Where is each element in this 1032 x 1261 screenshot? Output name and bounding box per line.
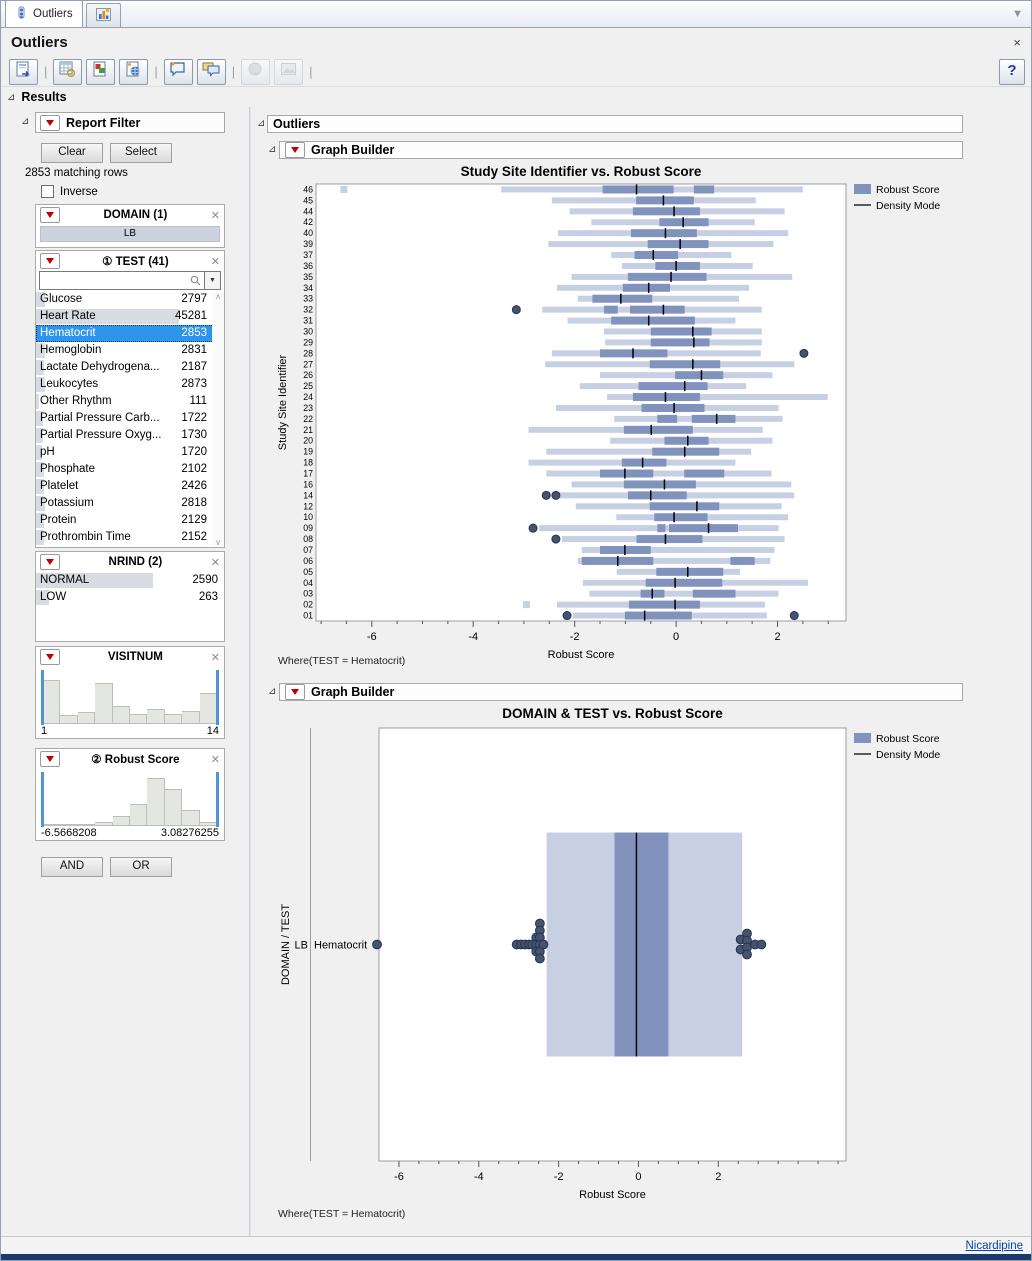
svg-text:Robust Score: Robust Score [876,184,940,196]
svg-text:29: 29 [303,337,313,348]
svg-text:-6: -6 [394,1171,404,1183]
filter-item-label: Partial Pressure Carb... [40,412,160,424]
disclosure-icon[interactable]: ⊿ [268,144,277,155]
web-filter-disabled-icon [247,61,264,83]
graph-builder-header-1 [279,141,963,159]
svg-text:Robust Score: Robust Score [579,1189,646,1201]
test-list-item[interactable] [36,495,224,512]
filter-item-count: 1720 [181,446,207,458]
bar-chart-icon [96,7,111,24]
copy-note-icon [202,61,220,82]
svg-text:35: 35 [303,271,313,282]
svg-text:36: 36 [303,260,313,271]
export-report-button[interactable] [9,59,38,85]
test-list-item[interactable] [36,512,224,529]
histogram-bar[interactable] [95,822,112,826]
svg-text:14: 14 [303,490,313,501]
svg-text:0: 0 [673,631,680,643]
svg-text:42: 42 [303,217,313,228]
svg-text:Hematocrit: Hematocrit [314,939,368,952]
and-button[interactable]: AND [41,857,103,877]
or-button[interactable]: OR [110,857,172,877]
histogram-bar[interactable] [165,789,182,827]
range-slider-right[interactable] [216,772,219,827]
robust-min-label: -6.5668208 [41,827,97,839]
report-filter-title: Report Filter [66,115,141,130]
svg-text:2: 2 [774,631,781,643]
close-icon[interactable]: ✕ [210,556,220,569]
svg-text:37: 37 [303,250,313,261]
filter-item-label: Leukocytes [40,378,99,390]
disclosure-icon[interactable]: ⊿ [268,686,277,697]
svg-text:12: 12 [303,501,313,512]
svg-text:DOMAIN & TEST vs. Robust Score: DOMAIN & TEST vs. Robust Score [502,706,723,721]
tab-outliers-label: Outliers [33,8,73,20]
test-list-item[interactable] [36,308,224,325]
svg-text:Density Mode: Density Mode [876,200,941,212]
histogram-bar[interactable] [130,804,147,827]
red-menu-button[interactable] [40,649,60,665]
svg-text:05: 05 [303,566,313,577]
test-list-item[interactable] [36,342,224,359]
filter-item-count: 2818 [181,497,207,509]
svg-text:Study Site Identifier vs. Robu: Study Site Identifier vs. Robust Score [460,164,702,179]
filter-item-label: Platelet [40,480,79,492]
scroll-up-icon[interactable]: ∧ [215,292,221,301]
filter-item-count: 45281 [175,310,207,322]
svg-text:-4: -4 [468,631,479,643]
nicardipine-link[interactable]: Nicardipine [965,1239,1023,1252]
svg-text:Study Site Identifier: Study Site Identifier [277,354,289,451]
graph-builder-label: Graph Builder [311,685,395,699]
disclosure-icon[interactable]: ⊿ [7,91,16,103]
histogram-bar[interactable] [113,706,130,724]
svg-text:10: 10 [303,512,313,523]
test-search-input[interactable] [39,271,205,290]
histogram-bar[interactable] [165,714,182,724]
svg-text:28: 28 [303,348,313,359]
test-list-item[interactable] [36,325,224,342]
data-table-search-button[interactable] [53,59,82,85]
new-note-icon [169,61,187,82]
main-area [1,107,1031,1237]
svg-text:-4: -4 [473,1171,484,1183]
histogram-bar[interactable] [43,824,60,826]
test-list-item[interactable] [36,444,224,461]
nrind-card-title: NRIND (2) [108,556,163,568]
web-filter-disabled-button [241,59,270,85]
test-list-item[interactable] [36,410,224,427]
toolbar-separator: | [309,64,313,79]
filter-item-count: 2187 [181,361,207,373]
visitnum-max-label: 14 [206,725,219,737]
copy-note-button[interactable] [197,59,226,85]
svg-text:LB: LB [294,939,308,952]
results-header [1,87,1031,107]
filter-item-label: Partial Pressure Oxyg... [40,429,162,441]
status-bar [1,1236,1031,1254]
toolbar [1,57,1031,87]
outliers-section-label: Outliers [273,117,321,131]
red-menu-button[interactable] [285,142,305,158]
svg-text:02: 02 [303,599,313,610]
svg-text:33: 33 [303,293,313,304]
close-icon[interactable]: ✕ [210,753,220,766]
filter-card-robust-score [35,748,225,841]
nrind-list-item[interactable] [36,572,224,589]
filter-item-label: Other Rhythm [40,395,112,407]
report-chart-button[interactable] [86,59,115,85]
filter-item-count: 2853 [181,327,207,339]
test-card-title: ① TEST (41) [102,256,169,268]
svg-text:06: 06 [303,555,313,566]
domain-test-vs-robust-score-chart[interactable] [256,703,1016,1206]
domain-card-title: DOMAIN (1) [103,209,168,221]
svg-text:31: 31 [303,315,313,326]
filter-item-count: 2152 [181,531,207,543]
disclosure-icon[interactable]: ⊿ [257,118,266,129]
select-button[interactable]: Select [110,143,172,163]
close-icon[interactable]: ✕ [210,209,220,222]
test-list [36,291,224,546]
svg-text:26: 26 [303,370,313,381]
report-chart-icon [92,61,109,83]
image-disabled-icon [280,61,297,83]
robust-max-label: 3.08276255 [160,827,219,839]
filter-item-count: 1722 [181,412,207,424]
filter-item-count: 2129 [181,514,207,526]
histogram-bar[interactable] [200,822,217,826]
svg-text:17: 17 [303,468,313,479]
search-dropdown-button[interactable]: ▼ [205,271,221,290]
svg-text:46: 46 [303,184,313,195]
svg-text:23: 23 [303,402,313,413]
where-clause-1: Where(TEST = Hematocrit) [278,655,406,667]
red-menu-button[interactable] [40,253,60,269]
search-icon [190,275,201,286]
tab-bar [1,1,1031,28]
test-list-item[interactable] [36,529,224,546]
filter-item-count: 2873 [181,378,207,390]
count-proportion-bar [36,394,39,409]
graph-builder-header-2 [279,683,963,701]
svg-text:19: 19 [303,446,313,457]
results-content [252,107,1031,1237]
svg-text:DOMAIN / TEST: DOMAIN / TEST [280,903,292,986]
svg-text:27: 27 [303,359,313,370]
histogram-bar[interactable] [182,810,199,826]
toolbar-separator: | [44,64,48,79]
histogram-bar[interactable] [43,680,60,724]
new-note-button[interactable] [164,59,193,85]
svg-text:09: 09 [303,523,313,534]
test-list-item[interactable] [36,359,224,376]
test-list-item[interactable] [36,461,224,478]
domain-value-lb[interactable]: LB [40,226,220,242]
where-clause-2: Where(TEST = Hematocrit) [278,1208,406,1220]
test-list-item[interactable] [36,427,224,444]
close-icon[interactable]: × [1013,34,1021,50]
svg-text:39: 39 [303,239,313,250]
red-menu-button[interactable] [285,684,305,700]
test-list-item[interactable] [36,291,224,308]
study-site-vs-robust-score-chart[interactable] [256,161,1016,666]
panel-title-bar [1,28,1031,56]
svg-text:32: 32 [303,304,313,315]
filter-item-count: 263 [198,591,218,603]
publish-globe-icon [125,61,142,83]
histogram-bar[interactable] [60,824,77,826]
filter-item-label: Protein [40,514,77,526]
histogram-bar[interactable] [147,778,164,827]
histogram-bar[interactable] [78,712,95,724]
toolbar-separator: | [154,64,158,79]
range-slider-right[interactable] [216,670,219,725]
svg-text:2: 2 [715,1171,722,1183]
filter-item-count: 2426 [181,480,207,492]
scroll-down-icon[interactable]: ∨ [215,538,221,547]
svg-text:22: 22 [303,413,313,424]
range-slider-left[interactable] [41,670,44,725]
filter-item-count: 2590 [192,574,218,586]
publish-globe-button[interactable] [119,59,148,85]
svg-text:Density Mode: Density Mode [876,749,941,761]
robust-card-title: ② Robust Score [91,754,180,766]
visitnum-histogram[interactable] [43,672,217,724]
filter-item-label: NORMAL [40,574,90,586]
svg-text:Robust Score: Robust Score [876,733,940,745]
export-report-icon [15,61,32,83]
red-menu-button[interactable] [40,207,60,223]
nrind-list [36,572,224,606]
filter-item-count: 2102 [181,463,207,475]
filter-item-label: Prothrombin Time [40,531,131,543]
bottom-accent-strip [1,1254,1031,1260]
help-button[interactable]: ? [999,59,1025,85]
histogram-bar[interactable] [182,711,199,724]
filter-item-label: Hemoglobin [40,344,102,356]
filter-card-domain [35,204,225,248]
svg-text:16: 16 [303,479,313,490]
toolbar-separator: | [231,64,236,79]
filter-item-label: pH [40,446,55,458]
histogram-bar[interactable] [147,709,164,724]
report-filter-panel [1,107,249,1237]
svg-text:04: 04 [303,577,313,588]
test-list-scrollbar[interactable] [212,292,224,547]
svg-text:25: 25 [303,381,313,392]
filter-item-count: 2797 [181,293,207,305]
svg-text:-2: -2 [553,1171,564,1183]
svg-text:30: 30 [303,326,313,337]
svg-text:20: 20 [303,435,313,446]
nrind-list-item[interactable] [36,589,224,606]
svg-text:21: 21 [303,424,313,435]
matching-rows-text: 2853 matching rows [25,167,128,179]
svg-text:34: 34 [303,282,313,293]
outliers-section-header [267,115,963,133]
svg-text:03: 03 [303,588,313,599]
svg-text:0: 0 [635,1171,642,1183]
inverse-checkbox[interactable] [41,185,54,198]
clear-button[interactable]: Clear [41,143,103,163]
tab-overflow-icon[interactable]: ▼ [1012,8,1023,20]
page-title: Outliers [11,33,68,51]
tab-outliers[interactable] [5,0,83,27]
filter-item-label: Potassium [40,497,94,509]
close-icon[interactable]: ✕ [210,255,220,268]
filter-item-label: Hematocrit [40,327,96,339]
image-disabled-button [274,59,303,85]
svg-text:18: 18 [303,457,313,468]
filter-card-test [35,250,225,548]
svg-text:08: 08 [303,534,313,545]
range-slider-left[interactable] [41,772,44,827]
svg-text:01: 01 [303,610,313,621]
svg-text:45: 45 [303,195,313,206]
data-table-search-icon [59,61,76,83]
red-menu-button[interactable] [40,751,60,767]
outlier-explorer-icon [15,6,28,22]
robust-score-histogram[interactable] [43,774,217,826]
red-menu-button[interactable] [40,554,60,570]
filter-card-visitnum [35,646,225,739]
svg-text:40: 40 [303,228,313,239]
filter-item-count: 1730 [181,429,207,441]
svg-text:Robust Score: Robust Score [547,649,615,661]
test-list-item[interactable] [36,376,224,393]
report-filter-header [35,112,225,133]
filter-item-label: LOW [40,591,67,603]
filter-item-label: Glucose [40,293,83,305]
svg-text:-2: -2 [569,631,580,643]
filter-item-label: Lactate Dehydrogena... [40,361,160,373]
results-label: Results [21,90,67,104]
filter-item-count: 2831 [181,344,207,356]
visitnum-min-label: 1 [41,725,48,737]
histogram-bar[interactable] [78,824,95,826]
histogram-bar[interactable] [113,816,130,826]
filter-item-label: Heart Rate [40,310,96,322]
filter-item-label: Phosphate [40,463,95,475]
svg-text:24: 24 [303,392,313,403]
tab-graph[interactable] [86,3,121,27]
filter-card-nrind [35,551,225,642]
svg-text:44: 44 [303,206,313,217]
graph-builder-label: Graph Builder [311,143,395,157]
test-list-item[interactable] [36,393,224,410]
filter-item-count: 111 [189,395,207,407]
histogram-bar[interactable] [130,714,147,724]
test-list-item[interactable] [36,478,224,495]
histogram-bar[interactable] [95,683,112,724]
visitnum-card-title: VISITNUM [107,651,163,663]
histogram-bar[interactable] [60,715,77,724]
red-menu-button[interactable] [40,115,60,131]
inverse-label: Inverse [60,185,98,198]
histogram-bar[interactable] [200,693,217,724]
svg-text:-6: -6 [366,631,377,643]
svg-text:07: 07 [303,544,313,555]
disclosure-icon[interactable]: ⊿ [21,116,30,127]
close-icon[interactable]: ✕ [210,651,220,664]
